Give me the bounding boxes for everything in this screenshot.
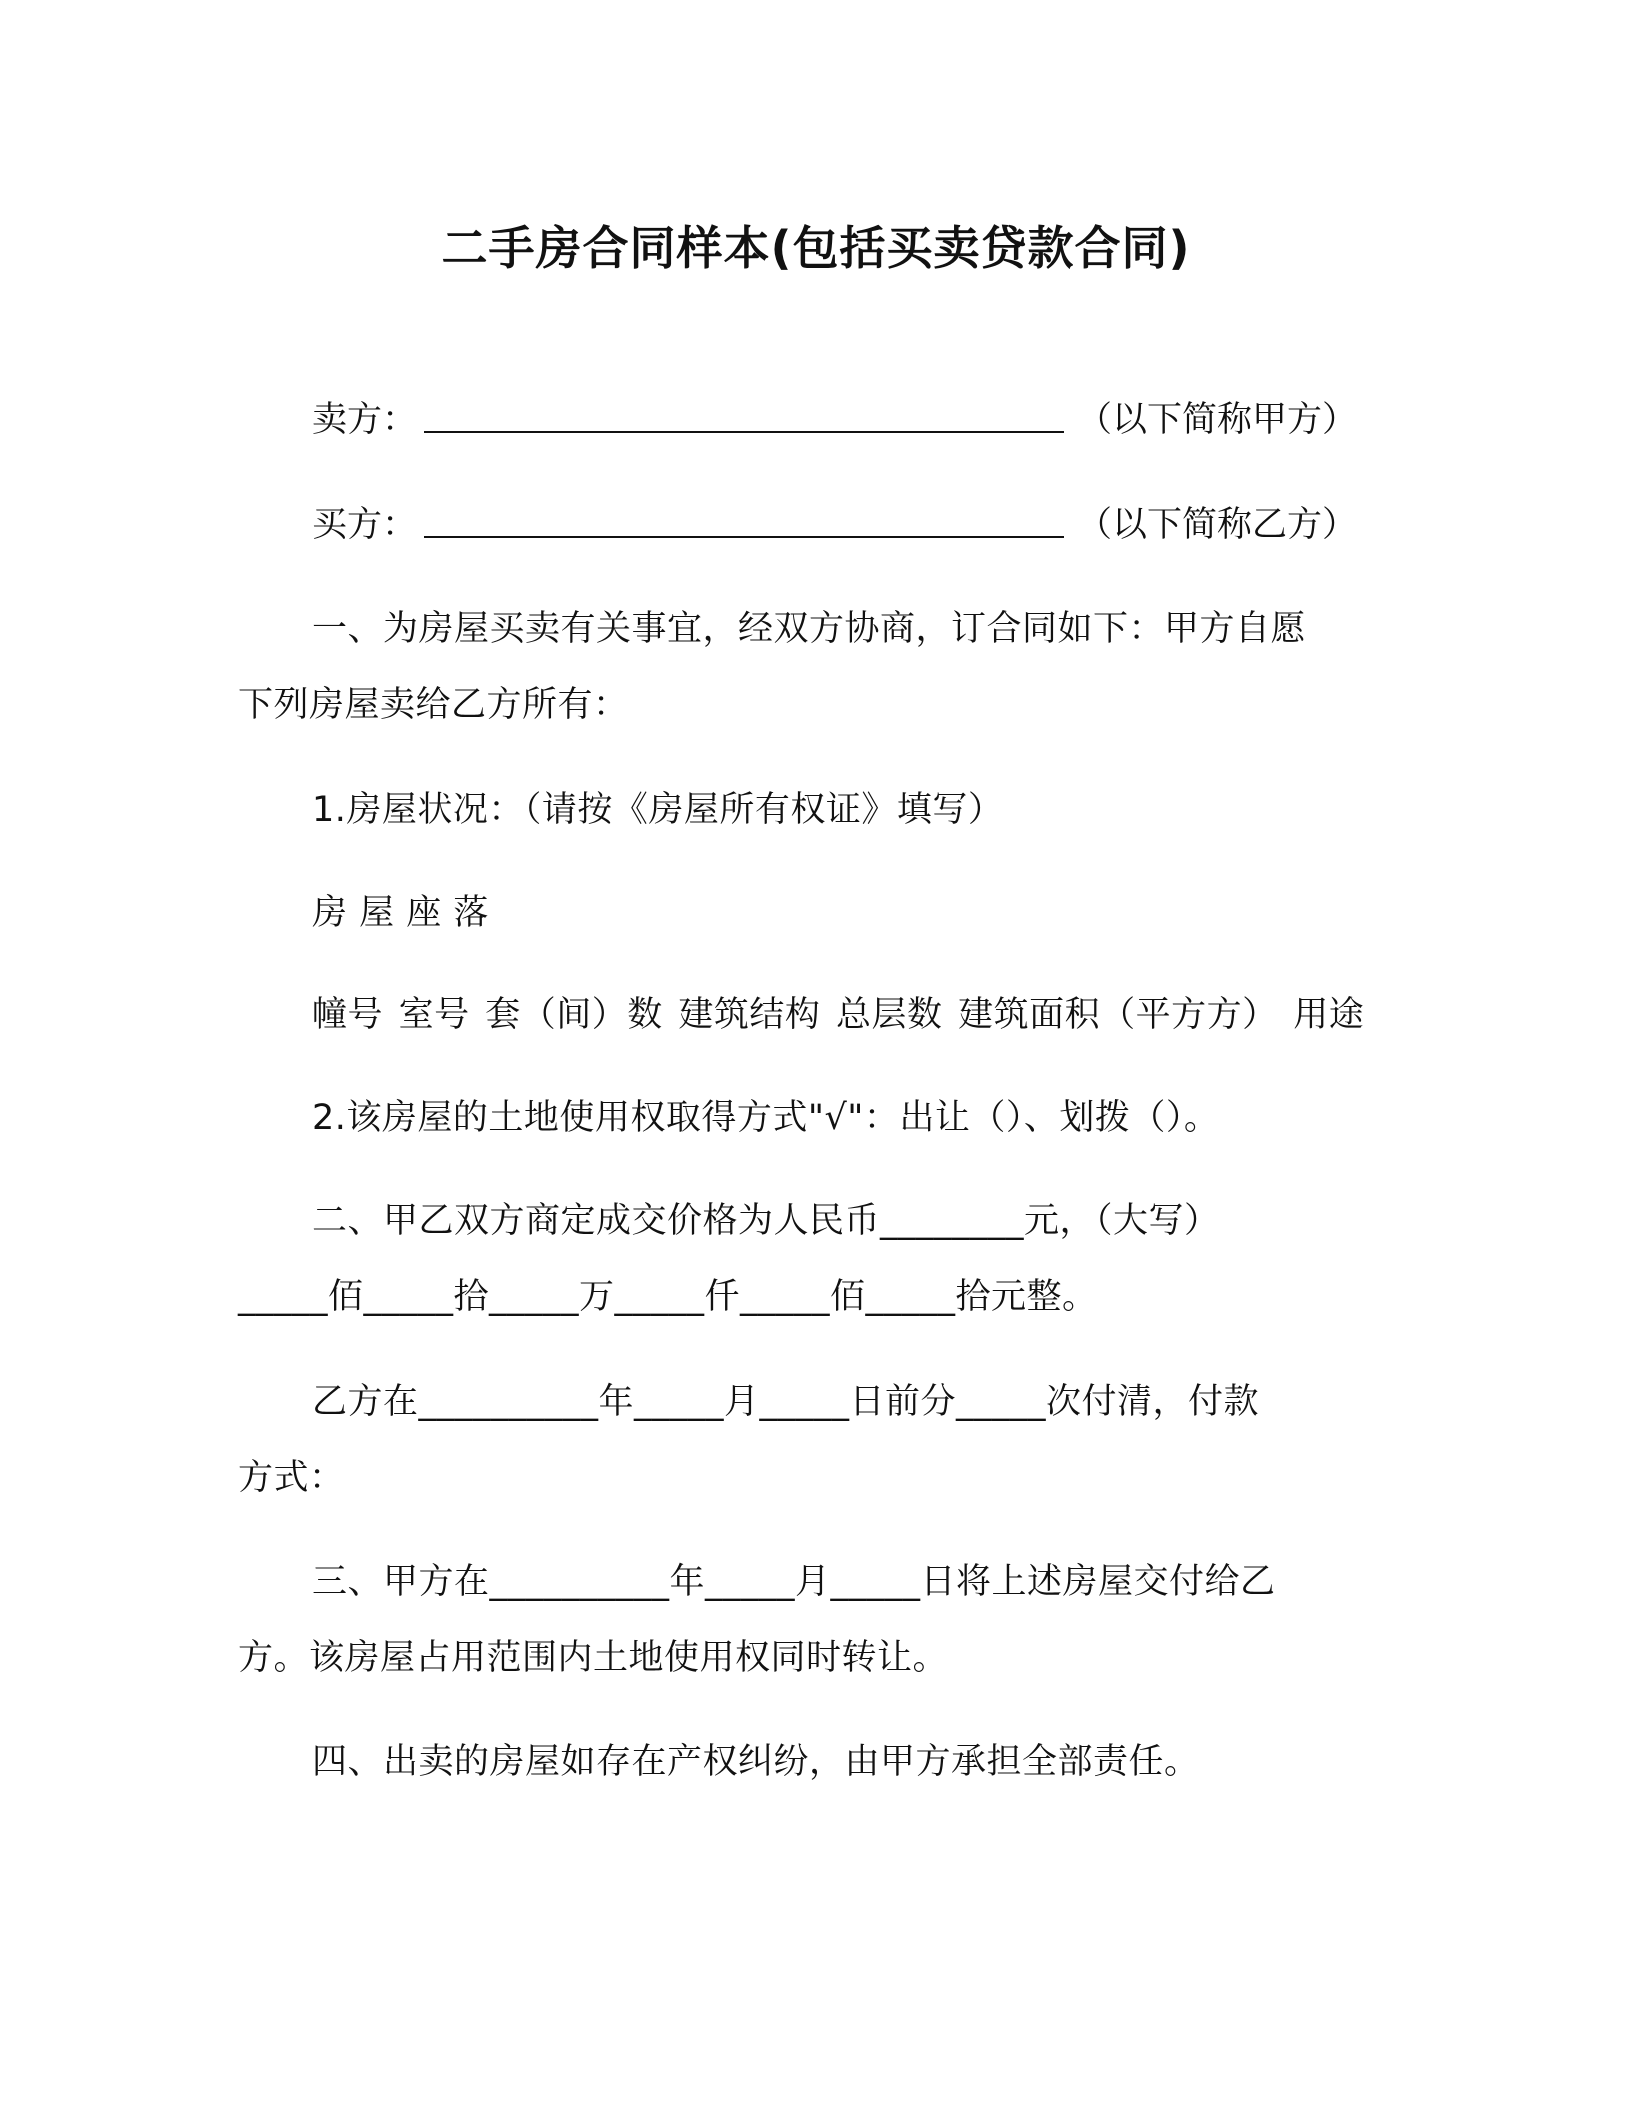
clause-3-line-1: 三、甲方在__________年_____月_____日将上述房屋交付给乙 <box>312 1562 1276 1602</box>
buyer-suffix: （以下简称乙方） <box>1077 505 1358 545</box>
clause-4: 四、出卖的房屋如存在产权纠纷，由甲方承担全部责任。 <box>312 1742 1200 1782</box>
payment-line-1: 乙方在__________年_____月_____日前分_____次付清，付款 <box>312 1382 1260 1422</box>
seller-blank-line <box>424 431 1064 433</box>
house-columns: 幢号 室号 套（间）数 建筑结构 总层数 建筑面积（平方方） 用途 <box>312 995 1365 1035</box>
clause-1-line-2: 下列房屋卖给乙方所有： <box>238 685 629 725</box>
document-title: 二手房合同样本(包括买卖贷款合同) <box>441 221 1191 275</box>
house-status-item: 1.房屋状况：（请按《房屋所有权证》填写） <box>312 790 1004 830</box>
seller-row <box>312 395 1367 445</box>
buyer-label: 买方： <box>312 505 418 545</box>
clause-2-line-2: _____佰_____拾_____万_____仟_____佰_____拾元整。 <box>238 1277 1098 1317</box>
clause-1-line-1: 一、为房屋买卖有关事宜，经双方协商，订合同如下：甲方自愿 <box>312 609 1307 649</box>
buyer-row <box>312 500 1367 550</box>
house-location: 房 屋 座 落 <box>312 893 489 933</box>
seller-suffix: （以下简称甲方） <box>1077 400 1358 440</box>
buyer-blank-line <box>424 536 1064 538</box>
land-use-item: 2.该房屋的土地使用权取得方式"√"：出让（）、划拨（）。 <box>312 1098 1220 1138</box>
seller-label: 卖方： <box>312 400 418 440</box>
clause-2-line-1: 二、甲乙双方商定成交价格为人民币________元，（大写） <box>312 1201 1220 1241</box>
clause-3-line-2: 方。该房屋占用范围内土地使用权同时转让。 <box>238 1638 949 1678</box>
payment-line-2: 方式： <box>238 1458 345 1498</box>
